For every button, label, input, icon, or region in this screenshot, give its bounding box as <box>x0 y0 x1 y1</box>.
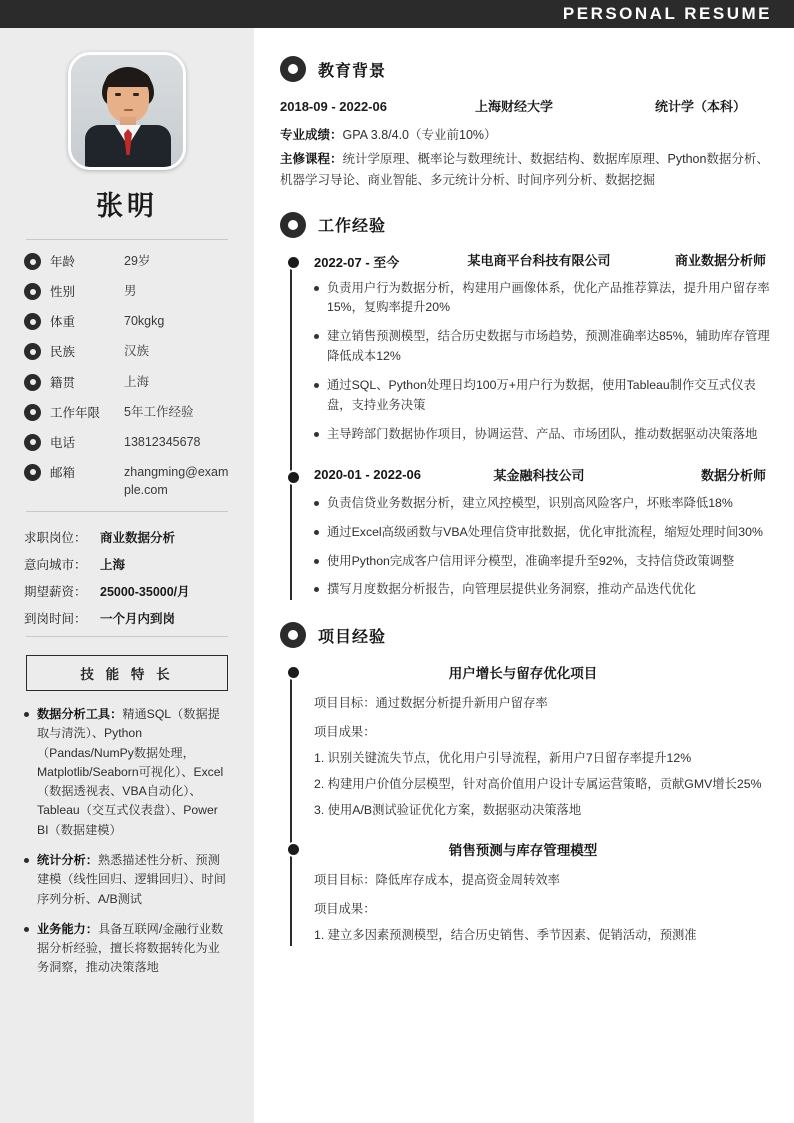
intent-row <box>24 582 230 600</box>
work-bullets <box>314 494 772 601</box>
info-row-email <box>24 463 230 499</box>
work-company: 某金融科技公司 <box>493 467 585 483</box>
info-label: 性别 <box>50 285 76 300</box>
skills-heading: 技 能 特 长 <box>26 655 228 691</box>
intent-label: 到岗时间： <box>24 612 87 627</box>
section-header-work <box>280 212 772 238</box>
phone-icon <box>24 434 41 451</box>
bullet-icon <box>314 286 319 291</box>
intent-label: 求职岗位： <box>24 531 87 546</box>
work-role: 数据分析师 <box>700 467 766 483</box>
work-date: 2022-07 - 至今 <box>314 254 400 270</box>
education-row <box>280 96 772 115</box>
section-ring-icon <box>280 56 306 82</box>
bullet-icon <box>314 383 319 388</box>
work-bullet-text: 撰写月度数据分析报告，向管理层提供业务洞察，推动产品迭代优化 <box>327 582 696 597</box>
info-value: 13812345678 <box>124 434 201 449</box>
work-bullet-text: 主导跨部门数据协作项目，协调运营、产品、市场团队，推动数据驱动决策落地 <box>327 426 758 441</box>
info-label: 体重 <box>50 315 76 330</box>
info-value: 男 <box>124 284 137 299</box>
intent-value: 一个月内到岗 <box>100 612 176 627</box>
project-result: 3. 使用A/B测试验证优化方案，数据驱动决策落地 <box>314 802 582 817</box>
work-bullets <box>314 279 772 445</box>
education-date: 2018-09 - 2022-06 <box>280 99 387 114</box>
info-row <box>24 252 230 270</box>
info-label: 工作年限 <box>50 405 101 420</box>
work-item <box>314 467 772 600</box>
work-bullet <box>314 279 772 319</box>
section-header-education <box>280 56 772 82</box>
skill-body: 具备互联网/金融行业数据分析经验，擅长将数据转化为业务洞察，推动决策落地 <box>37 921 224 975</box>
project-goal <box>314 694 772 714</box>
work-bullet-text: 负责信贷业务数据分析，建立风控模型，识别高风险客户，坏账率降低18% <box>327 495 733 510</box>
sidebar-divider <box>26 239 228 240</box>
skill-body: 熟悉描述性分析、预测建模（线性回归、逻辑回归）、时间序列分析、A/B测试 <box>37 852 226 906</box>
candidate-name: 张明 <box>96 191 158 221</box>
section-ring-icon <box>280 622 306 648</box>
project-result: 1. 识别关键流失节点，优化用户引导流程，新用户7日留存率提升12% <box>314 751 692 766</box>
work-bullet <box>314 425 772 445</box>
skill-item <box>24 705 230 840</box>
page-header <box>0 0 794 28</box>
skill-item <box>24 920 230 978</box>
project-goal-label: 项目目标： <box>314 696 376 711</box>
bullet-icon <box>24 712 29 717</box>
mail-icon <box>24 464 41 481</box>
bullet-dot-icon <box>24 404 41 421</box>
skill-title: 业务能力： <box>37 921 98 936</box>
skill-body: 精通SQL（数据提取与清洗）、Python（Pandas/NumPy数据处理，Matplotlib/Seaborn可视化）、Excel（数据透视表、VBA自动化）、Tableau（交互式仪表盘）、Power BI（数据建模） <box>37 707 224 837</box>
skill-text <box>37 920 230 978</box>
work-bullet-text: 负责用户行为数据分析，构建用户画像体系，优化产品推荐算法，提升用户留存率15%，复购率提升20% <box>327 280 770 315</box>
intent-row <box>24 609 230 627</box>
page-title: PERSONAL RESUME <box>562 4 772 23</box>
intent-row <box>24 528 230 546</box>
bullet-dot-icon <box>24 343 41 360</box>
intent-label: 期望薪资： <box>24 585 87 600</box>
resume-body <box>0 28 794 1123</box>
skill-title: 数据分析工具： <box>37 707 123 722</box>
section-title: 项目经验 <box>318 628 387 646</box>
info-value: 汉族 <box>124 344 150 359</box>
project-name: 用户增长与留存优化项目 <box>448 666 598 682</box>
skill-text <box>37 705 230 840</box>
intent-label: 意向城市： <box>24 558 87 573</box>
skill-title: 统计分析： <box>37 852 98 867</box>
project-timeline <box>286 662 772 945</box>
work-timeline <box>286 252 772 601</box>
education-gpa <box>280 125 772 147</box>
bullet-icon <box>314 587 319 592</box>
project-result-label: 项目成果： <box>314 901 376 916</box>
section-header-projects <box>280 622 772 648</box>
work-item <box>314 252 772 445</box>
education-school: 上海财经大学 <box>474 99 553 114</box>
bullet-icon <box>314 501 319 506</box>
education-courses-label: 主修课程： <box>280 151 343 166</box>
info-label: 电话 <box>50 435 76 450</box>
education-courses-value: 统计学原理、概率论与数理统计、数据结构、数据库原理、Python数据分析、机器学习导论、商业智能、多元统计分析、时间序列分析、数据挖掘 <box>280 151 769 187</box>
bullet-dot-icon <box>24 313 41 330</box>
bullet-icon <box>24 927 29 932</box>
project-result: 1. 建立多因素预测模型，结合历史销售、季节因素、促销活动，预测准 <box>314 927 697 942</box>
education-major: 统计学（本科） <box>654 99 746 114</box>
skill-text <box>37 851 230 909</box>
info-label: 民族 <box>50 345 76 360</box>
info-row <box>24 342 230 360</box>
info-label: 邮箱 <box>50 465 76 480</box>
info-label: 籍贯 <box>50 375 76 390</box>
intent-value: 25000-35000/月 <box>100 585 190 600</box>
project-name: 销售预测与库存管理模型 <box>448 842 598 858</box>
info-value: 70kgkg <box>124 314 165 329</box>
project-goal-label: 项目目标： <box>314 872 376 887</box>
education-gpa-value: GPA 3.8/4.0（专业前10%） <box>342 128 497 142</box>
work-bullet <box>314 580 772 600</box>
project-result: 2. 构建用户价值分层模型，针对高价值用户设计专属运营策略，贡献GMV增长25% <box>314 777 762 792</box>
work-date: 2020-01 - 2022-06 <box>314 466 421 482</box>
job-intent-list <box>24 528 230 627</box>
work-bullet-text: 通过Excel高级函数与VBA处理信贷审批数据，优化审批流程，缩短处理时间30% <box>327 524 763 539</box>
sidebar-divider-2 <box>26 511 228 512</box>
avatar <box>68 52 186 170</box>
intent-value: 商业数据分析 <box>100 531 176 546</box>
info-label: 年龄 <box>50 255 76 269</box>
work-bullet <box>314 327 772 367</box>
work-bullet <box>314 523 772 543</box>
section-title: 教育背景 <box>318 62 387 80</box>
project-goal-text: 通过数据分析提升新用户留存率 <box>375 696 548 711</box>
work-bullet-text: 通过SQL、Python处理日均100万+用户行为数据，使用Tableau制作交互式仪表盘，支持业务决策 <box>327 378 756 413</box>
work-bullet-text: 使用Python完成客户信用评分模型，准确率提升至92%，支持信贷政策调整 <box>327 553 735 568</box>
project-result-label: 项目成果： <box>314 725 376 740</box>
bullet-icon <box>24 858 29 863</box>
bullet-icon <box>314 432 319 437</box>
info-value: 上海 <box>124 374 150 389</box>
info-value: 5年工作经验 <box>124 404 194 419</box>
personal-info-list <box>24 252 230 499</box>
bullet-dot-icon <box>24 283 41 300</box>
work-company: 某电商平台科技有限公司 <box>467 252 611 268</box>
project-goal-text: 降低库存成本，提高资金周转效率 <box>375 872 560 887</box>
bullet-dot-icon <box>24 253 41 270</box>
project-goal <box>314 871 772 891</box>
info-row <box>24 312 230 330</box>
info-row-phone <box>24 433 230 451</box>
info-row <box>24 403 230 421</box>
work-bullet-text: 建立销售预测模型，结合历史数据与市场趋势，预测准确率达85%，辅助库存管理降低成本12% <box>327 329 770 364</box>
bullet-icon <box>314 334 319 339</box>
info-value: zhangming@example.com <box>124 464 229 497</box>
info-value: 29岁 <box>124 254 151 268</box>
work-bullet <box>314 552 772 572</box>
section-ring-icon <box>280 212 306 238</box>
education-gpa-label: 专业成绩： <box>280 128 343 142</box>
education-courses <box>280 149 772 192</box>
bullet-dot-icon <box>24 374 41 391</box>
sidebar <box>0 28 254 1123</box>
info-row <box>24 373 230 391</box>
work-bullet <box>314 376 772 416</box>
bullet-icon <box>314 559 319 564</box>
work-head <box>314 252 772 271</box>
bullet-icon <box>314 530 319 535</box>
work-bullet <box>314 494 772 514</box>
sidebar-divider-3 <box>26 636 228 637</box>
section-title: 工作经验 <box>318 218 387 235</box>
project-item <box>314 839 772 946</box>
main-content <box>254 28 794 1123</box>
work-role: 商业数据分析师 <box>674 252 766 268</box>
intent-value: 上海 <box>100 558 126 573</box>
skill-item <box>24 851 230 909</box>
intent-row <box>24 555 230 573</box>
work-head <box>314 467 772 486</box>
project-item <box>314 662 772 821</box>
info-row <box>24 282 230 300</box>
